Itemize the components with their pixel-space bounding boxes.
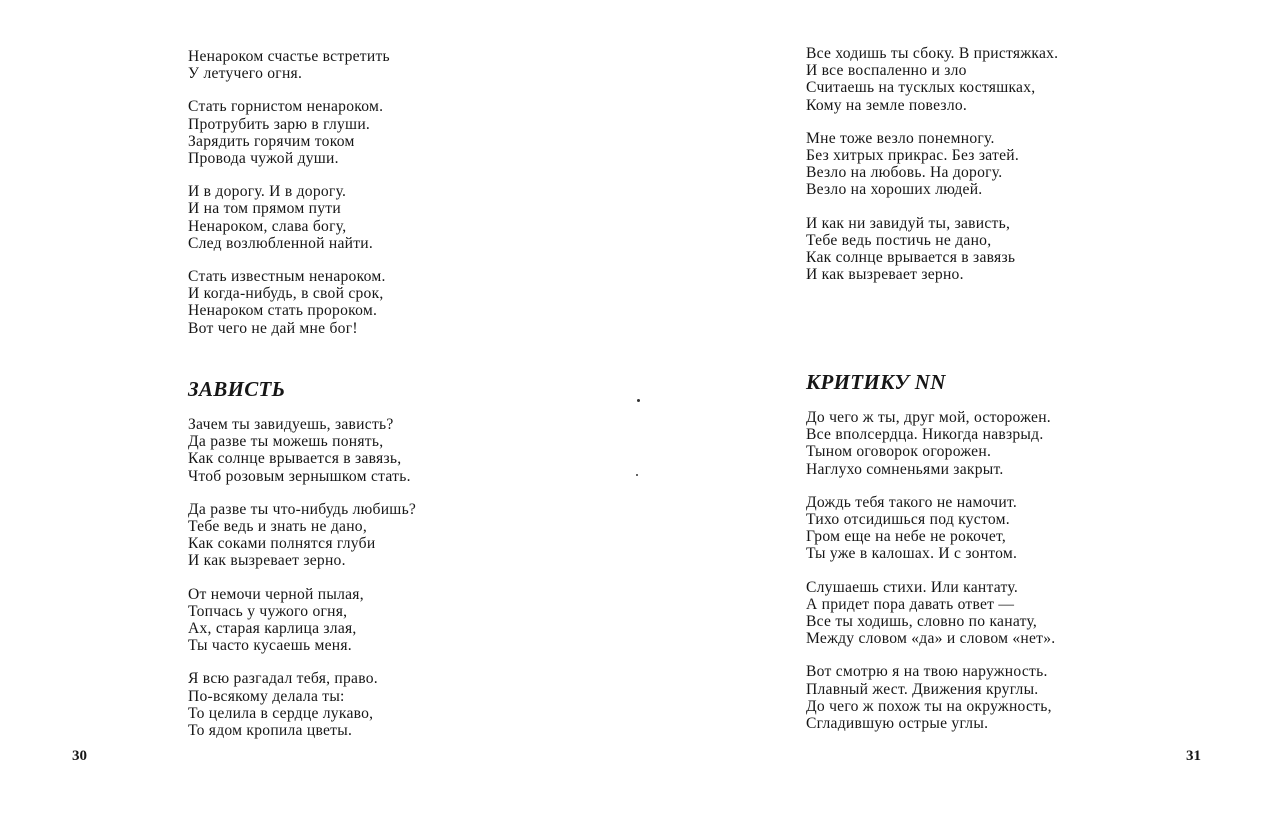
verse-line: Стать известным ненароком. xyxy=(188,268,386,286)
verse-line: Везло на любовь. На дорогу. xyxy=(806,164,1003,182)
verse-line: Зачем ты завидуешь, зависть? xyxy=(188,416,394,433)
stanza xyxy=(188,670,416,739)
verse-line: Как соками полнятся глуби xyxy=(188,535,376,553)
stanza xyxy=(188,48,548,82)
verse-line: Вот смотрю я на твою наружность. xyxy=(806,663,1048,681)
verse-line: Да разве ты что-нибудь любишь? xyxy=(188,500,417,518)
verse-line: Все вполсердца. Никогда навзрыд. xyxy=(806,426,1044,444)
verse-line: Гром еще на небе не рокочет, xyxy=(806,528,1007,546)
verse-line: Все ходишь ты сбоку. В пристяжках. xyxy=(806,45,1059,62)
verse-line: И в дорогу. И в дорогу. xyxy=(188,183,347,201)
poem-title-kritiku-nn: КРИТИКУ NN xyxy=(806,370,946,394)
verse-line: И когда-нибудь, в свой срок, xyxy=(188,285,384,303)
verse-line: И как вызревает зерно. xyxy=(806,266,964,284)
verse-line: А придет пора давать ответ — xyxy=(806,595,1015,613)
verse-line: Тебе ведь и знать не дано, xyxy=(188,518,367,536)
verse-line: Как солнце врывается в завязь xyxy=(806,249,1016,267)
verse-line: У летучего огня. xyxy=(188,65,303,83)
verse-line: Я всю разгадал тебя, право. xyxy=(188,670,378,688)
verse-line: Все ты ходишь, словно по канату, xyxy=(806,613,1038,631)
verse-line: Тыном оговорок огорожен. xyxy=(806,443,992,461)
verse-line: Как солнце врывается в завязь, xyxy=(188,450,402,468)
verse-line: Вот чего не дай мне бог! xyxy=(188,319,358,337)
stanza xyxy=(188,268,548,337)
stanza xyxy=(806,494,1055,563)
verse-line: То целила в сердце лукаво, xyxy=(188,704,374,722)
verse-line: И на том прямом пути xyxy=(188,200,341,218)
verse-line: Ненароком, слава богу, xyxy=(188,217,347,235)
stanza xyxy=(188,416,416,485)
verse-line: Мне тоже везло понемногу. xyxy=(806,129,995,147)
stanza xyxy=(806,663,1055,732)
verse-line: И как вызревает зерно. xyxy=(188,552,346,570)
stanza xyxy=(806,215,1166,284)
poem-continuation-right xyxy=(806,45,1166,283)
verse-line: Считаешь на тусклых костяшках, xyxy=(806,79,1036,97)
verse-line: То ядом кропила цветы. xyxy=(188,722,353,740)
verse-line: След возлюбленной найти. xyxy=(188,234,374,252)
right-page xyxy=(640,0,1280,819)
stanza xyxy=(188,501,416,570)
stanza xyxy=(188,183,548,252)
verse-line: Сгладившую острые углы. xyxy=(806,715,989,733)
poem-title-zavist: ЗАВИСТЬ xyxy=(188,377,286,401)
left-column xyxy=(188,48,548,740)
verse-line: Плавный жест. Движения круглы. xyxy=(806,680,1039,698)
verse-line: Везло на хороших людей. xyxy=(806,181,983,199)
stanza xyxy=(806,130,1166,199)
verse-line: Тебе ведь постичь не дано, xyxy=(806,231,992,249)
verse-line: От немочи черной пылая, xyxy=(188,585,364,603)
verse-line: Протрубить зарю в глуши. xyxy=(188,115,371,133)
verse-line: Без хитрых прикрас. Без затей. xyxy=(806,147,1020,165)
stanza xyxy=(806,45,1166,114)
stanza xyxy=(188,586,416,655)
verse-line: Ты уже в калошах. И с зонтом. xyxy=(806,545,1018,563)
stanza xyxy=(806,409,1055,478)
verse-line: Ах, старая карлица злая, xyxy=(188,620,357,638)
verse-line: Провода чужой души. xyxy=(188,150,339,168)
verse-line: И все воспаленно и зло xyxy=(806,62,967,80)
page-number-left: 30 xyxy=(72,748,87,764)
poem-continuation-left xyxy=(188,48,548,337)
print-speck xyxy=(636,474,638,476)
verse-line: Тихо отсидишься под кустом. xyxy=(806,511,1010,529)
verse-line: Стать горнистом ненароком. xyxy=(188,98,384,116)
verse-line: Между словом «да» и словом «нет». xyxy=(806,630,1056,648)
right-column xyxy=(806,45,1166,733)
verse-line: Ты часто кусаешь меня. xyxy=(188,637,352,655)
verse-line: По-всякому делала ты: xyxy=(188,687,345,705)
verse-line: Слушаешь стихи. Или кантату. xyxy=(806,578,1019,596)
stanza xyxy=(188,98,548,167)
verse-line: Ненароком счастье встретить xyxy=(188,48,390,65)
verse-line: Чтоб розовым зернышком стать. xyxy=(188,467,411,485)
verse-line: Топчась у чужого огня, xyxy=(188,602,348,620)
verse-line: До чего ж ты, друг мой, осторожен. xyxy=(806,409,1051,426)
verse-line: Ненароком стать пророком. xyxy=(188,302,378,320)
verse-line: И как ни завидуй ты, зависть, xyxy=(806,214,1011,232)
poem-kritiku-nn xyxy=(806,409,1055,748)
verse-line: Кому на земле повезло. xyxy=(806,96,968,114)
verse-line: Наглухо сомненьями закрыт. xyxy=(806,460,1004,478)
poem-zavist xyxy=(188,416,416,755)
verse-line: Дождь тебя такого не намочит. xyxy=(806,493,1017,511)
verse-line: До чего ж похож ты на окружность, xyxy=(806,697,1052,715)
stanza xyxy=(806,579,1055,648)
verse-line: Зарядить горячим током xyxy=(188,132,355,150)
verse-line: Да разве ты можешь понять, xyxy=(188,433,384,451)
page-number-right: 31 xyxy=(1186,748,1201,764)
